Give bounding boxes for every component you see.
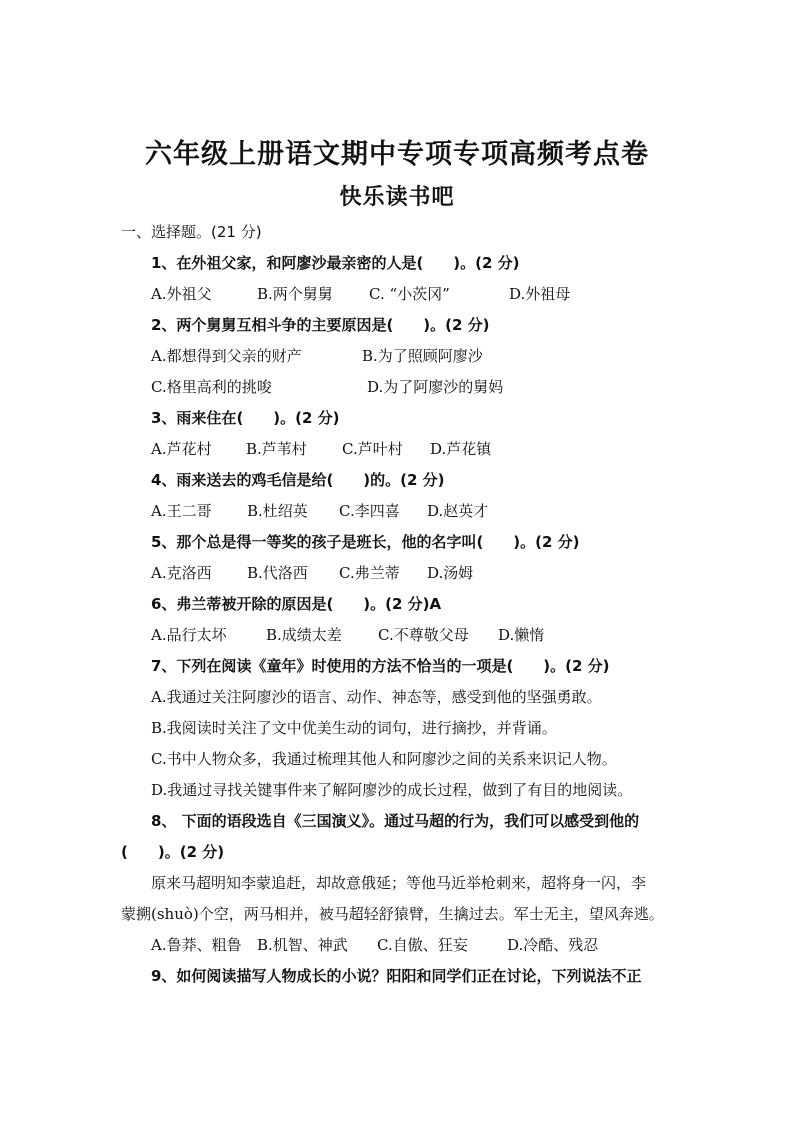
q8-option-d[interactable]: D.冷酷、残忍 — [507, 936, 599, 954]
question-9-stem: 9、如何阅读描写人物成长的小说？阳阳和同学们正在讨论，下列说法不正 — [151, 967, 642, 985]
question-2-stem: 2、两个舅舅互相斗争的主要原因是( )。(2 分) — [151, 316, 490, 334]
question-8-passage: 原来马超明知李蒙追赶，却故意俄延；等他马近举枪刺来，超将身一闪，李 — [151, 874, 647, 892]
q4-option-a[interactable]: A.王二哥 — [151, 502, 212, 520]
q5-option-a[interactable]: A.克洛西 — [151, 564, 212, 582]
q3-option-c[interactable]: C.芦叶村 — [342, 440, 403, 458]
q6-option-a[interactable]: A.品行太坏 — [151, 626, 227, 644]
q1-option-c[interactable]: C. “小茨冈” — [369, 285, 450, 303]
q8-option-b[interactable]: B.机智、神武 — [257, 936, 348, 954]
page-subtitle: 快乐读书吧 — [339, 185, 455, 210]
q5-option-c[interactable]: C.弗兰蒂 — [339, 564, 400, 582]
question-5-options — [151, 563, 711, 583]
question-7-stem: 7、下列在阅读《童年》时使用的方法不恰当的一项是( )。(2 分) — [151, 657, 610, 675]
question-3-options — [151, 439, 711, 459]
q1-option-b[interactable]: B.两个舅舅 — [257, 285, 333, 303]
q4-option-c[interactable]: C.李四喜 — [339, 502, 400, 520]
question-6-options — [151, 625, 711, 645]
q1-option-a[interactable]: A.外祖父 — [151, 285, 212, 303]
question-1-stem: 1、在外祖父家，和阿廖沙最亲密的人是( )。(2 分) — [151, 254, 520, 272]
q2-option-a[interactable]: A.都想得到父亲的财产 — [151, 347, 302, 365]
question-4-stem: 4、雨来送去的鸡毛信是给( )的。(2 分) — [151, 471, 445, 489]
q6-option-d[interactable]: D.懒惰 — [498, 626, 545, 644]
question-3-stem: 3、雨来住在( )。(2 分) — [151, 409, 340, 427]
q7-option-c[interactable]: C.书中人物众多，我通过梳理其他人和阿廖沙之间的关系来识记人物。 — [151, 750, 617, 768]
q3-option-d[interactable]: D.芦花镇 — [430, 440, 492, 458]
question-8-stem-continued: ( )。(2 分) — [121, 843, 225, 861]
question-6-stem: 6、弗兰蒂被开除的原因是( )。(2 分)A — [151, 595, 442, 613]
q6-option-c[interactable]: C.不尊敬父母 — [378, 626, 469, 644]
page-title: 六年级上册语文期中专项专项高频考点卷 — [145, 139, 649, 170]
q8-option-a[interactable]: A.鲁莽、粗鲁 — [151, 936, 242, 954]
q7-option-a[interactable]: A.我通过关注阿廖沙的语言、动作、神态等，感受到他的坚强勇敢。 — [151, 688, 602, 706]
q4-option-b[interactable]: B.杜绍英 — [247, 502, 308, 520]
q1-option-d[interactable]: D.外祖母 — [509, 285, 571, 303]
q2-option-b[interactable]: B.为了照顾阿廖沙 — [362, 347, 483, 365]
q6-option-b[interactable]: B.成绩太差 — [266, 626, 342, 644]
q2-option-c[interactable]: C.格里高利的挑唆 — [151, 378, 272, 396]
q5-option-d[interactable]: D.汤姆 — [427, 564, 474, 582]
section-heading: 一、选择题。(21 分) — [121, 223, 262, 241]
q3-option-a[interactable]: A.芦花村 — [151, 440, 212, 458]
question-2-options-row1 — [151, 346, 711, 366]
q3-option-b[interactable]: B.芦苇村 — [246, 440, 307, 458]
q5-option-b[interactable]: B.代洛西 — [247, 564, 308, 582]
question-4-options — [151, 501, 711, 521]
question-8-passage-continued: 蒙搠(shuò)个空，两马相并，被马超轻舒猿臂，生擒过去。军士无主，望风奔逃。 — [121, 905, 664, 923]
question-2-options-row2 — [151, 377, 711, 397]
q7-option-b[interactable]: B.我阅读时关注了文中优美生动的词句，进行摘抄，并背诵。 — [151, 719, 557, 737]
q8-option-c[interactable]: C.自傲、狂妄 — [377, 936, 468, 954]
question-8-stem: 8、 下面的语段选自《三国演义》。通过马超的行为，我们可以感受到他的 — [151, 812, 640, 830]
question-5-stem: 5、那个总是得一等奖的孩子是班长，他的名字叫( )。(2 分) — [151, 533, 580, 551]
q4-option-d[interactable]: D.赵英才 — [427, 502, 489, 520]
question-8-options — [151, 935, 711, 955]
q7-option-d[interactable]: D.我通过寻找关键事件来了解阿廖沙的成长过程，做到了有目的地阅读。 — [151, 781, 633, 799]
question-1-options — [151, 284, 711, 304]
q2-option-d[interactable]: D.为了阿廖沙的舅妈 — [367, 378, 504, 396]
